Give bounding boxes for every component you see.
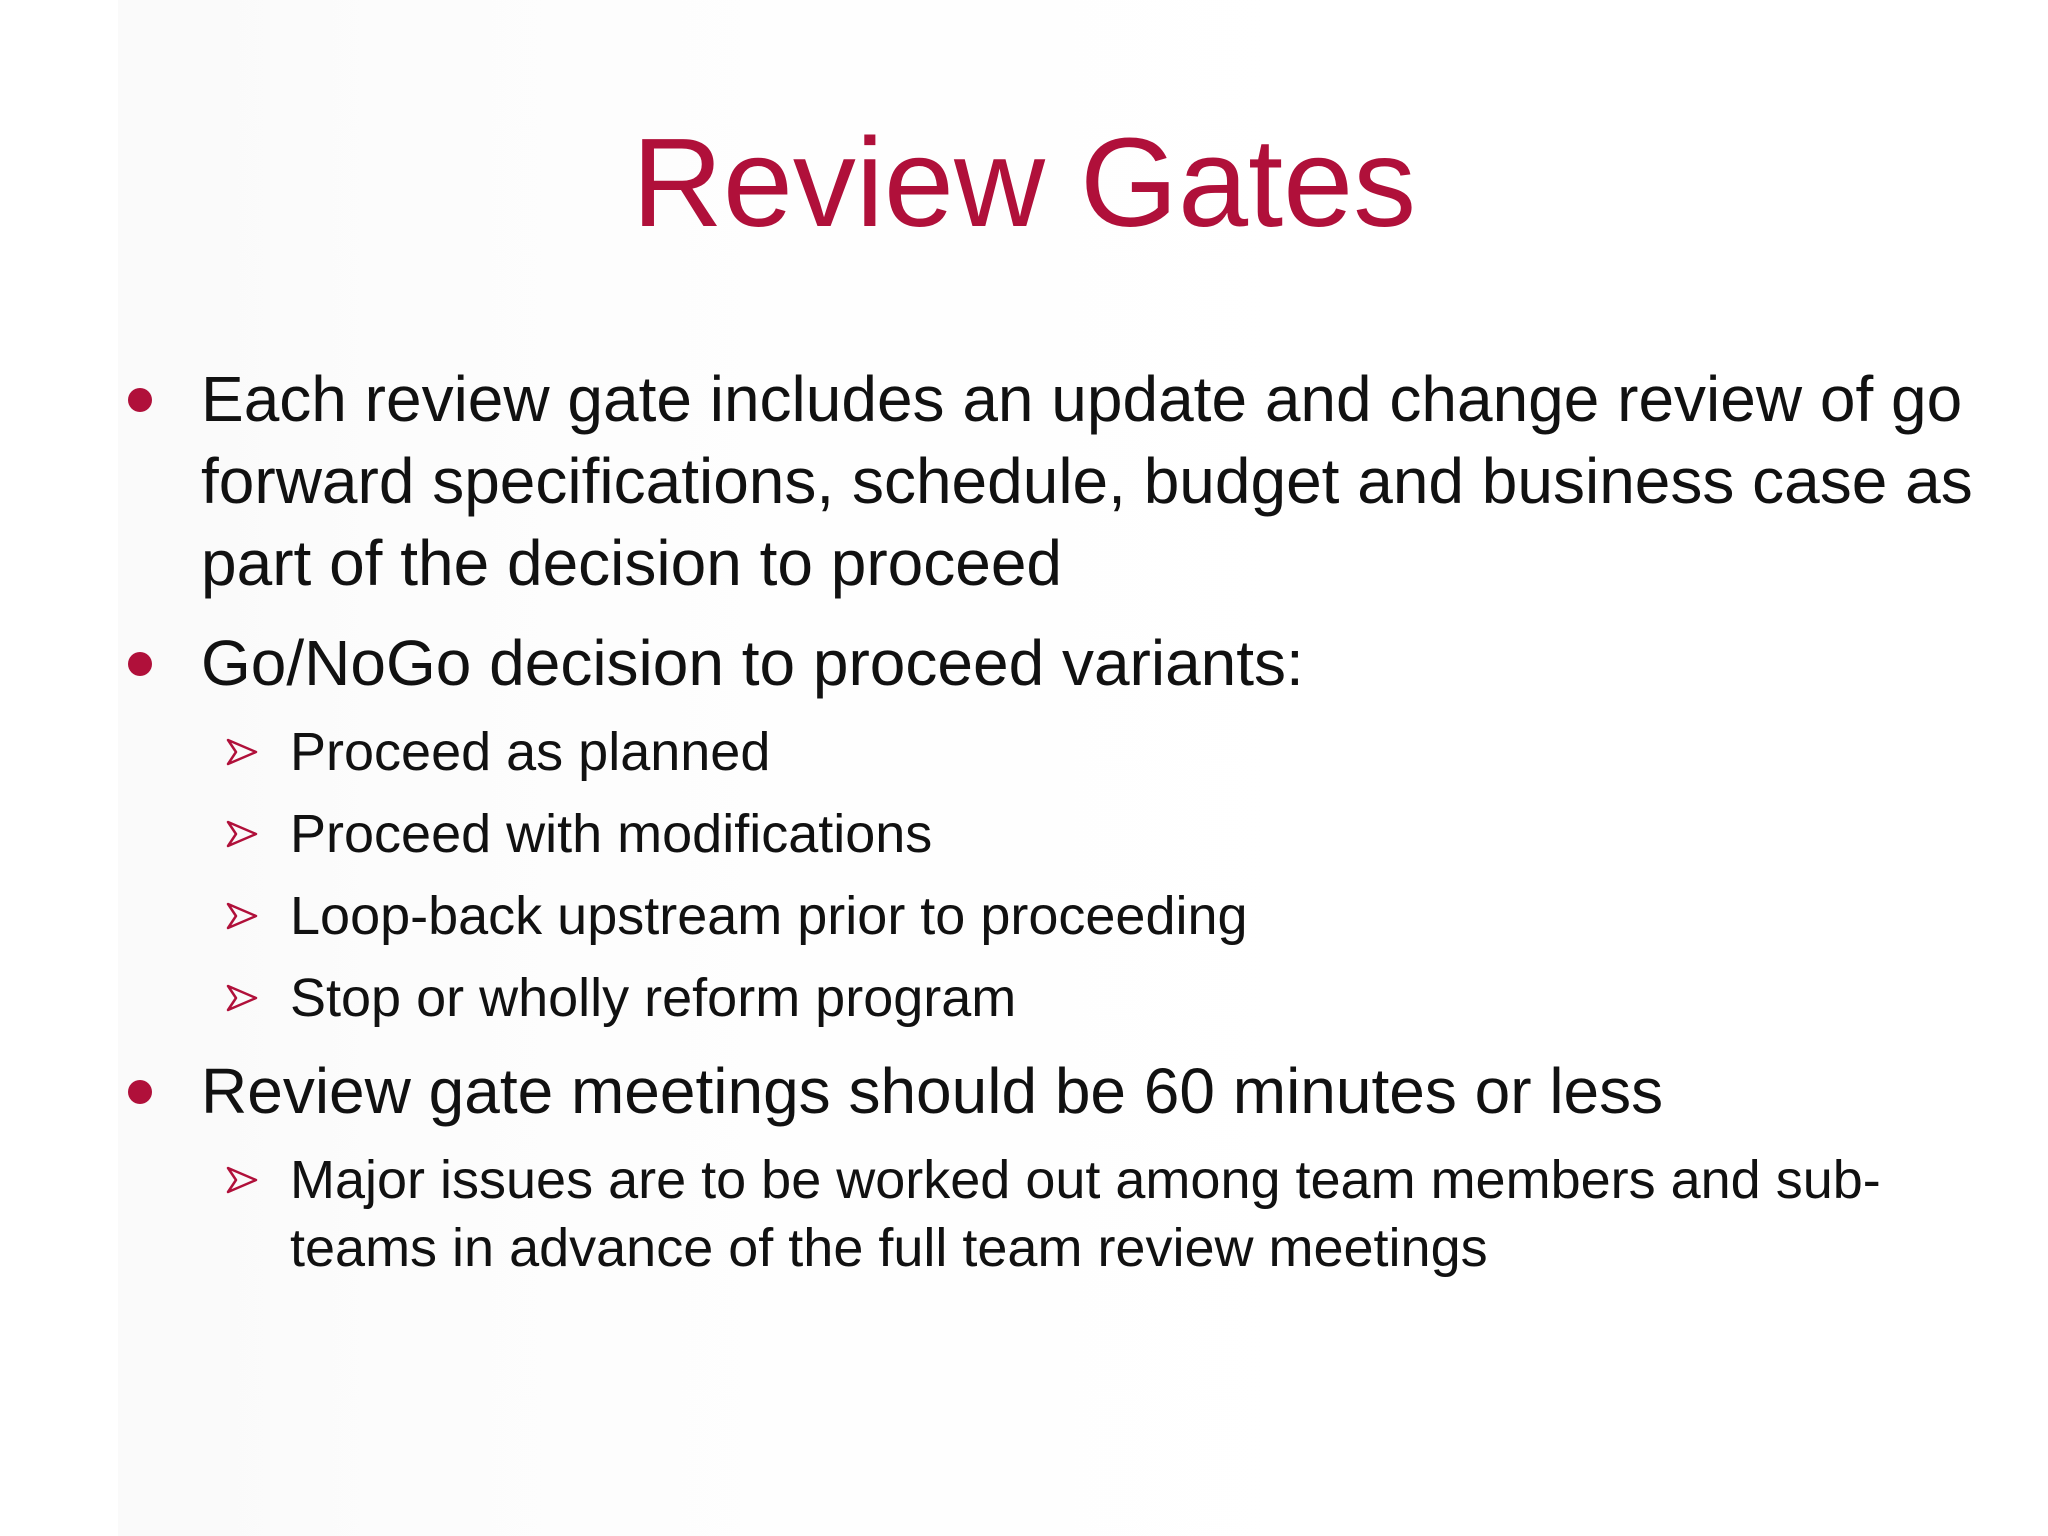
round-bullet-icon [128,388,152,412]
sub-bullet-item [118,718,1998,786]
bullet-item [118,1050,1998,1132]
bullet-item [118,622,1998,704]
sub-bullet-text: Proceed with modifications [290,804,933,864]
round-bullet-icon [128,652,152,676]
sub-bullet-text: Loop-back upstream prior to proceeding [290,886,1248,946]
bullet-text: Review gate meetings should be 60 minutes or less [201,1055,1664,1127]
sub-bullet-item [118,1146,1998,1282]
bullet-text: Go/NoGo decision to proceed variants: [201,627,1304,699]
bullet-list [118,358,1998,1282]
arrowhead-bullet-icon [226,982,258,1014]
arrowhead-bullet-icon [226,900,258,932]
arrowhead-bullet-icon [226,818,258,850]
sub-bullet-text: Proceed as planned [290,722,771,782]
sub-bullet-text: Stop or wholly reform program [290,968,1017,1028]
sub-bullet-text: Major issues are to be worked out among team members and sub-teams in advance of the full team review meetings [290,1150,1881,1278]
arrowhead-bullet-icon [226,736,258,768]
bullet-text: Each review gate includes an update and change review of go forward specifications, schedule, budget and business case as part of the decision to proceed [201,363,1973,599]
bullet-item [118,358,1998,604]
sub-bullet-item [118,964,1998,1032]
round-bullet-icon [128,1080,152,1104]
slide-title: Review Gates [631,112,1417,253]
sub-bullet-item [118,800,1998,868]
arrowhead-bullet-icon [226,1164,258,1196]
sub-bullet-item [118,882,1998,950]
